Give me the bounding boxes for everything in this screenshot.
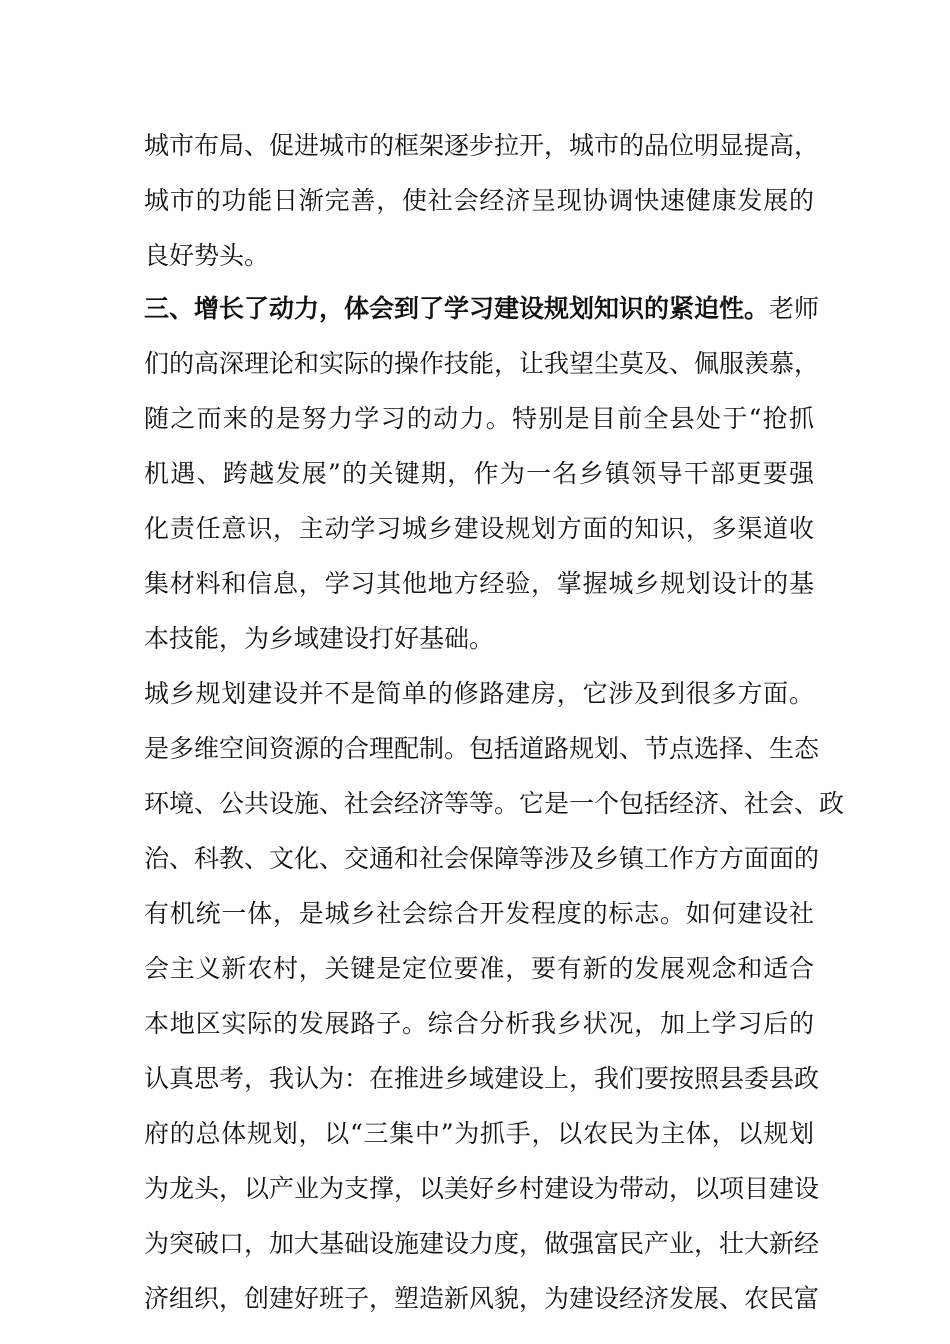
text-line: 有机统一体，是城乡社会综合开发程度的标志。如何建设社 xyxy=(144,899,814,928)
text-line: 随之而来的是努力学习的动力。特别是目前全县处于“抢抓 xyxy=(144,404,814,433)
text-line: 良好势头。 xyxy=(144,241,270,270)
text-line: 城市布局、促进城市的框架逐步拉开，城市的品位明显提高， xyxy=(144,131,820,160)
text-line: 城市的功能日渐完善，使社会经济呈现协调快速健康发展的 xyxy=(144,186,814,215)
text-line: 为龙头，以产业为支撑，以美好乡村建设为带动，以项目建设 xyxy=(144,1174,820,1203)
text-line: 府的总体规划，以“三集中”为抓手，以农民为主体，以规划 xyxy=(144,1119,814,1148)
text-line: 们的高深理论和实际的操作技能，让我望尘莫及、佩服羡慕， xyxy=(144,349,820,378)
section-heading-line xyxy=(144,289,820,329)
text-line: 本技能，为乡域建设打好基础。 xyxy=(144,624,495,653)
text-line: 本地区实际的发展路子。综合分析我乡状况，加上学习后的 xyxy=(144,1009,814,1038)
text-fragment: 老师 xyxy=(769,294,820,323)
text-line: 会主义新农村，关键是定位要准，要有新的发展观念和适合 xyxy=(144,954,814,983)
text-line: 城乡规划建设并不是简单的修路建房，它涉及到很多方面。 xyxy=(144,679,814,708)
text-line: 环境、公共设施、社会经济等等。它是一个包括经济、社会、政 xyxy=(144,789,845,818)
text-line: 治、科教、文化、交通和社会保障等涉及乡镇工作方方面面的 xyxy=(144,844,820,873)
text-line: 化责任意识，主动学习城乡建设规划方面的知识，多渠道收 xyxy=(144,514,814,543)
section-heading: 三、增长了动力，体会到了学习建设规划知识的紧迫性。 xyxy=(144,294,770,323)
text-line: 济组织，创建好班子，塑造新风貌，为建设经济发展、农民富 xyxy=(144,1284,820,1313)
text-line: 为突破口，加大基础设施建设力度，做强富民产业，壮大新经 xyxy=(144,1229,820,1258)
text-line: 机遇、跨越发展”的关键期，作为一名乡镇领导干部更要强 xyxy=(144,459,814,488)
text-line: 认真思考，我认为：在推进乡域建设上，我们要按照县委县政 xyxy=(144,1064,820,1093)
text-line: 集材料和信息，学习其他地方经验，掌握城乡规划设计的基 xyxy=(144,569,814,598)
text-line: 是多维空间资源的合理配制。包括道路规划、节点选择、生态 xyxy=(144,734,820,763)
